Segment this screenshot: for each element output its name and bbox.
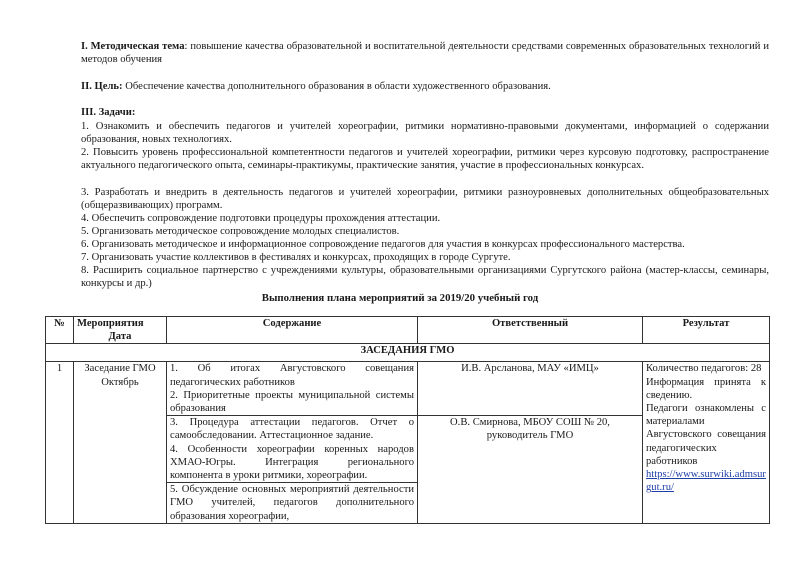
content-item-1: 1. Об итогах Августовского совещания педагогических работников bbox=[170, 363, 414, 388]
header-result: Результат bbox=[643, 317, 770, 344]
task-7: 7. Организовать участие коллективов в фестивалях и конкурсах, проходящих в городе Сургуте. bbox=[81, 252, 511, 263]
task-3: 3. Разработать и внедрить в деятельность педагогов и учителей хореографии, ритмики разноуровневых дополнительных общеобразовательных (общеразвивающих) программ. bbox=[81, 187, 769, 212]
section-row bbox=[46, 344, 770, 362]
table-header-row bbox=[46, 317, 770, 344]
header-num: № bbox=[46, 317, 74, 344]
content-item-4: 4. Особенности хореографии коренных народов ХМАО-Югры. Интеграция регионального компонента в уроки ритмики, хореографии. bbox=[170, 443, 414, 482]
content-block-3 bbox=[167, 483, 418, 524]
methodical-theme bbox=[81, 40, 769, 66]
result-info: Информация принята к сведению. bbox=[646, 376, 766, 401]
plan-table bbox=[45, 316, 770, 524]
table-title: Выполнения плана мероприятий за 2019/20 учебный год bbox=[261, 292, 539, 304]
header-responsible: Ответственный bbox=[418, 317, 643, 344]
content-block-2 bbox=[167, 416, 418, 483]
methodical-theme-label: I. Методическая тема bbox=[81, 41, 185, 52]
tasks-label: III. Задачи: bbox=[81, 107, 136, 118]
section-row-title: ЗАСЕДАНИЯ ГМО bbox=[46, 344, 770, 362]
row-num: 1 bbox=[46, 362, 74, 523]
header-content: Содержание bbox=[167, 317, 418, 344]
row-event-date: Октябрь bbox=[101, 376, 139, 388]
task-2: 2. Повысить уровень профессиональной компетентности педагогов и учителей хореографии, ритмики через курсовую подготовку, распространение актуального педагогического опыта, семинары-практикумы, практические занятия, участие в профессиональных конкурсах. bbox=[81, 147, 769, 172]
content-block-1 bbox=[167, 362, 418, 416]
goal bbox=[81, 80, 769, 93]
content-item-2: 2. Приоритетные проекты муниципальной системы образования bbox=[170, 389, 414, 415]
content-item-5: 5. Обсуждение основных мероприятий деятельности ГМО учителей, педагогов дополнительного образования хореографии, bbox=[170, 484, 414, 522]
task-8: 8. Расширить социальное партнерство с учреждениями культуры, образовательными организациями Сургутского района (мастер-классы, семинары, конкурсы и др.) bbox=[81, 265, 769, 290]
result-link[interactable]: https://www.surwiki.admsurgut.ru/ bbox=[646, 469, 766, 494]
header-event-line2: Дата bbox=[108, 331, 132, 343]
header-event-line1: Мероприятия bbox=[77, 318, 144, 329]
header-event bbox=[74, 317, 167, 344]
table-row bbox=[46, 362, 770, 416]
result-materials: Педагоги ознакомлены с материалами Августовского совещания педагогических работников bbox=[646, 403, 766, 467]
row-event-title: Заседание ГМО bbox=[84, 363, 156, 375]
row-event bbox=[74, 362, 167, 523]
task-5: 5. Организовать методическое сопровождение молодых специалистов. bbox=[81, 226, 400, 237]
tasks-heading bbox=[81, 106, 769, 119]
methodical-theme-text: : повышение качества образовательной и воспитательной деятельности средствами современных образовательных технологий и методов обучения bbox=[81, 41, 769, 66]
responsible-1: И.В. Арсланова, МАУ «ИМЦ» bbox=[418, 362, 643, 416]
task-6: 6. Организовать методическое и информационное сопровождение педагогов для участия в конкурсах профессионального мастерства. bbox=[81, 239, 685, 250]
content-item-3: 3. Процедура аттестации педагогов. Отчет о самообследовании. Аттестационное задание. bbox=[170, 417, 414, 442]
result-teacher-count: Количество педагогов: 28 bbox=[646, 363, 762, 375]
goal-text: Обеспечение качества дополнительного образования в области художественного образования. bbox=[122, 81, 551, 92]
goal-label: II. Цель: bbox=[81, 81, 123, 92]
task-4: 4. Обеспечить сопровождение подготовки процедуры прохождения аттестации. bbox=[81, 213, 441, 224]
responsible-2: О.В. Смирнова, МБОУ СОШ № 20, руководитель ГМО bbox=[418, 416, 643, 524]
task-1: 1. Ознакомить и обеспечить педагогов и учителей хореографии, ритмики нормативно-правовыми документами, информацией о содержании образования, новых технологиях. bbox=[81, 121, 769, 146]
row-result bbox=[643, 362, 770, 523]
